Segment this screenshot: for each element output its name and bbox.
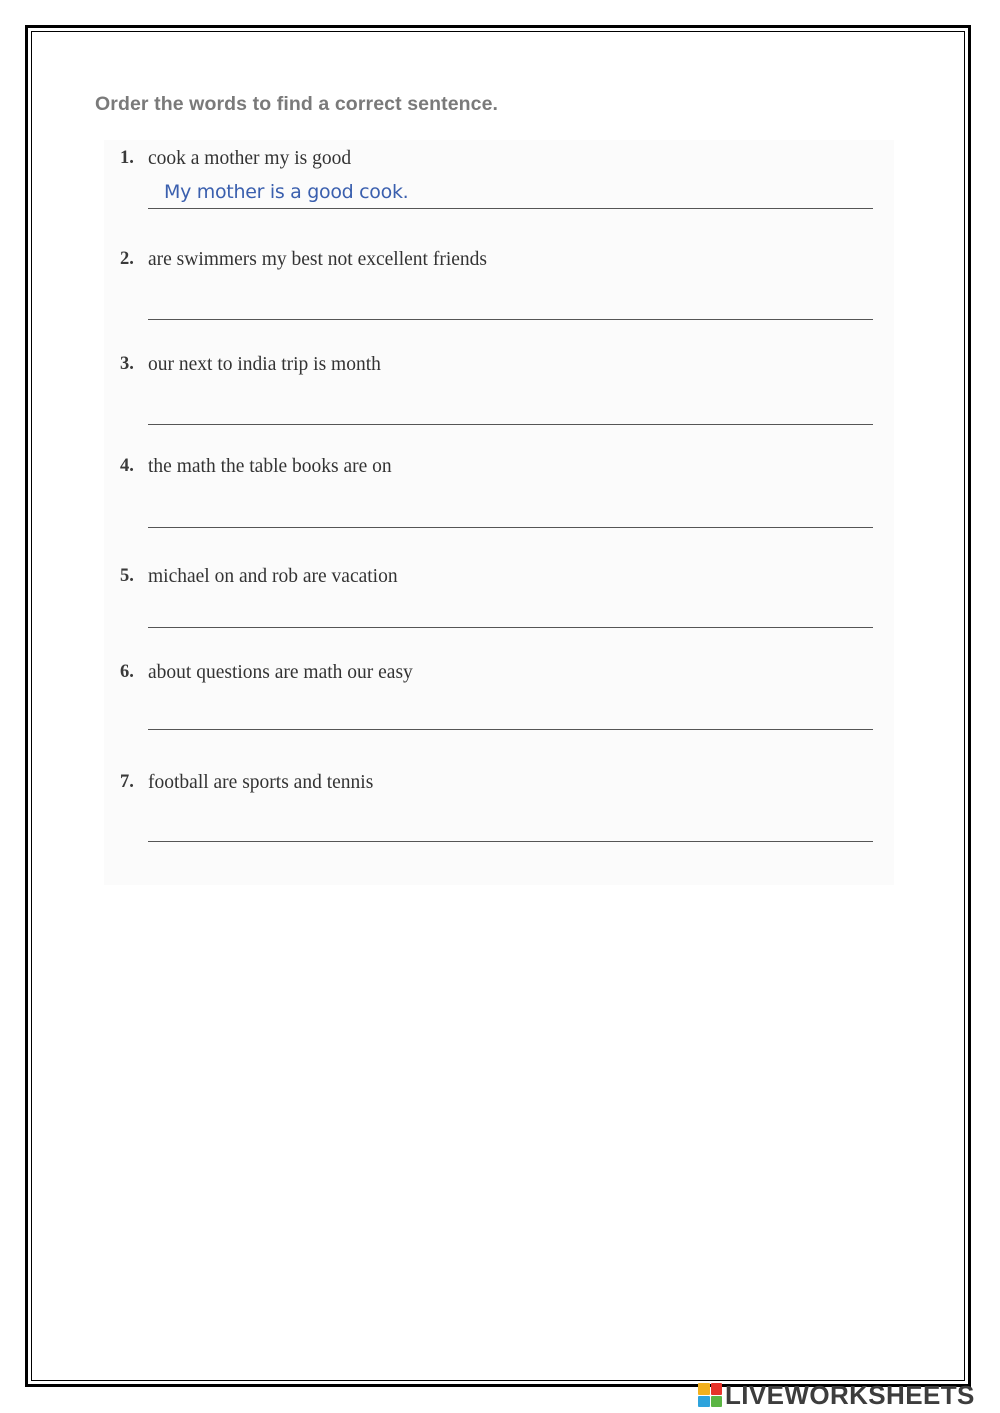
answer-line xyxy=(148,627,873,628)
item-scrambled-words: our next to india trip is month xyxy=(148,354,381,375)
exercise-item-5 xyxy=(120,566,875,630)
exercise-item-1 xyxy=(120,148,875,212)
exercise-item-3 xyxy=(120,354,875,428)
answer-line xyxy=(148,841,873,842)
logo-square-1 xyxy=(698,1383,710,1395)
item-scrambled-words: the math the table books are on xyxy=(148,456,392,477)
answer-line xyxy=(148,527,873,528)
item-number: 2. xyxy=(120,249,134,269)
item-scrambled-words: are swimmers my best not excellent friends xyxy=(148,249,487,270)
item-number: 4. xyxy=(120,456,134,476)
item-number: 7. xyxy=(120,772,134,792)
item-scrambled-words: michael on and rob are vacation xyxy=(148,566,398,587)
exercise-item-7 xyxy=(120,772,875,844)
liveworksheets-brand xyxy=(698,1381,975,1409)
item-number: 6. xyxy=(120,662,134,682)
liveworksheets-logo-icon xyxy=(698,1383,722,1407)
logo-square-4 xyxy=(711,1396,723,1408)
instruction-heading: Order the words to find a correct sentence. xyxy=(95,93,499,115)
item-number: 1. xyxy=(120,148,134,168)
brand-wordmark: LIVEWORKSHEETS xyxy=(725,1380,975,1410)
answer-line xyxy=(148,729,873,730)
item-number: 5. xyxy=(120,566,134,586)
exercise-item-2 xyxy=(120,249,875,323)
answer-line xyxy=(148,319,873,320)
logo-square-2 xyxy=(711,1383,723,1395)
answer-line xyxy=(148,208,873,209)
item-scrambled-words: about questions are math our easy xyxy=(148,662,413,683)
exercise-item-6 xyxy=(120,662,875,732)
answer-input[interactable]: My mother is a good cook. xyxy=(164,181,409,203)
item-scrambled-words: cook a mother my is good xyxy=(148,148,352,169)
item-scrambled-words: football are sports and tennis xyxy=(148,772,374,793)
answer-line xyxy=(148,424,873,425)
item-number: 3. xyxy=(120,354,134,374)
exercise-item-4 xyxy=(120,456,875,530)
logo-square-3 xyxy=(698,1396,710,1408)
